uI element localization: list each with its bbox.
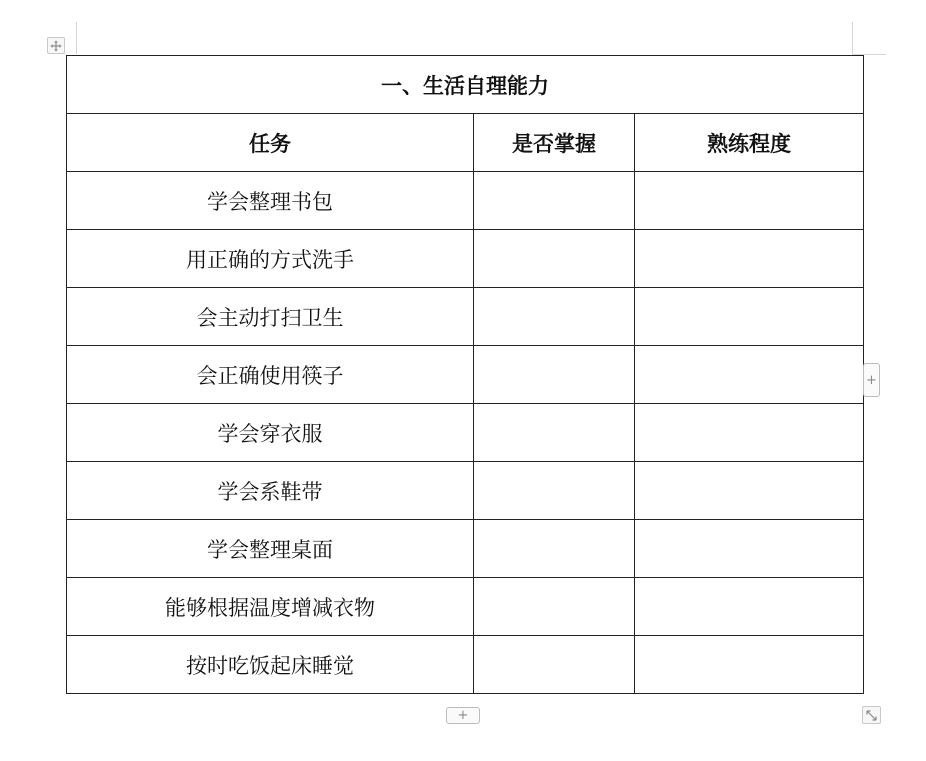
table-title-row <box>67 56 864 114</box>
header-task[interactable]: 任务 <box>67 114 474 172</box>
table-header-row <box>67 114 864 172</box>
proficiency-cell[interactable] <box>635 462 864 520</box>
proficiency-cell[interactable] <box>635 404 864 462</box>
table-move-handle[interactable] <box>47 37 65 54</box>
proficiency-cell[interactable] <box>635 520 864 578</box>
table-row <box>67 636 864 694</box>
table-row <box>67 172 864 230</box>
plus-icon: + <box>866 372 877 388</box>
task-cell[interactable]: 能够根据温度增减衣物 <box>67 578 474 636</box>
add-row-button[interactable] <box>446 707 480 724</box>
table-title[interactable]: 一、生活自理能力 <box>67 56 864 114</box>
proficiency-cell[interactable] <box>635 288 864 346</box>
proficiency-cell[interactable] <box>635 636 864 694</box>
table-row <box>67 404 864 462</box>
task-cell[interactable]: 会主动打扫卫生 <box>67 288 474 346</box>
header-mastered[interactable]: 是否掌握 <box>474 114 635 172</box>
task-table <box>66 55 864 694</box>
proficiency-cell[interactable] <box>635 346 864 404</box>
task-cell[interactable]: 学会整理桌面 <box>67 520 474 578</box>
mastered-cell[interactable] <box>474 346 635 404</box>
margin-guide-left <box>76 22 77 54</box>
table-row <box>67 520 864 578</box>
plus-icon: + <box>457 708 469 723</box>
table-row <box>67 230 864 288</box>
mastered-cell[interactable] <box>474 404 635 462</box>
task-cell[interactable]: 会正确使用筷子 <box>67 346 474 404</box>
mastered-cell[interactable] <box>474 636 635 694</box>
mastered-cell[interactable] <box>474 288 635 346</box>
task-cell[interactable]: 按时吃饭起床睡觉 <box>67 636 474 694</box>
mastered-cell[interactable] <box>474 520 635 578</box>
mastered-cell[interactable] <box>474 462 635 520</box>
move-icon <box>50 40 62 52</box>
add-column-button[interactable] <box>863 363 880 397</box>
resize-icon <box>866 710 877 721</box>
mastered-cell[interactable] <box>474 172 635 230</box>
mastered-cell[interactable] <box>474 230 635 288</box>
task-cell[interactable]: 学会整理书包 <box>67 172 474 230</box>
proficiency-cell[interactable] <box>635 578 864 636</box>
table-row <box>67 288 864 346</box>
task-cell[interactable]: 学会系鞋带 <box>67 462 474 520</box>
table-row <box>67 578 864 636</box>
header-proficiency[interactable]: 熟练程度 <box>635 114 864 172</box>
mastered-cell[interactable] <box>474 578 635 636</box>
proficiency-cell[interactable] <box>635 230 864 288</box>
table-row <box>67 346 864 404</box>
proficiency-cell[interactable] <box>635 172 864 230</box>
task-cell[interactable]: 用正确的方式洗手 <box>67 230 474 288</box>
margin-guide-right <box>852 22 853 54</box>
task-cell[interactable]: 学会穿衣服 <box>67 404 474 462</box>
table-resize-handle[interactable] <box>862 706 881 724</box>
table-row <box>67 462 864 520</box>
